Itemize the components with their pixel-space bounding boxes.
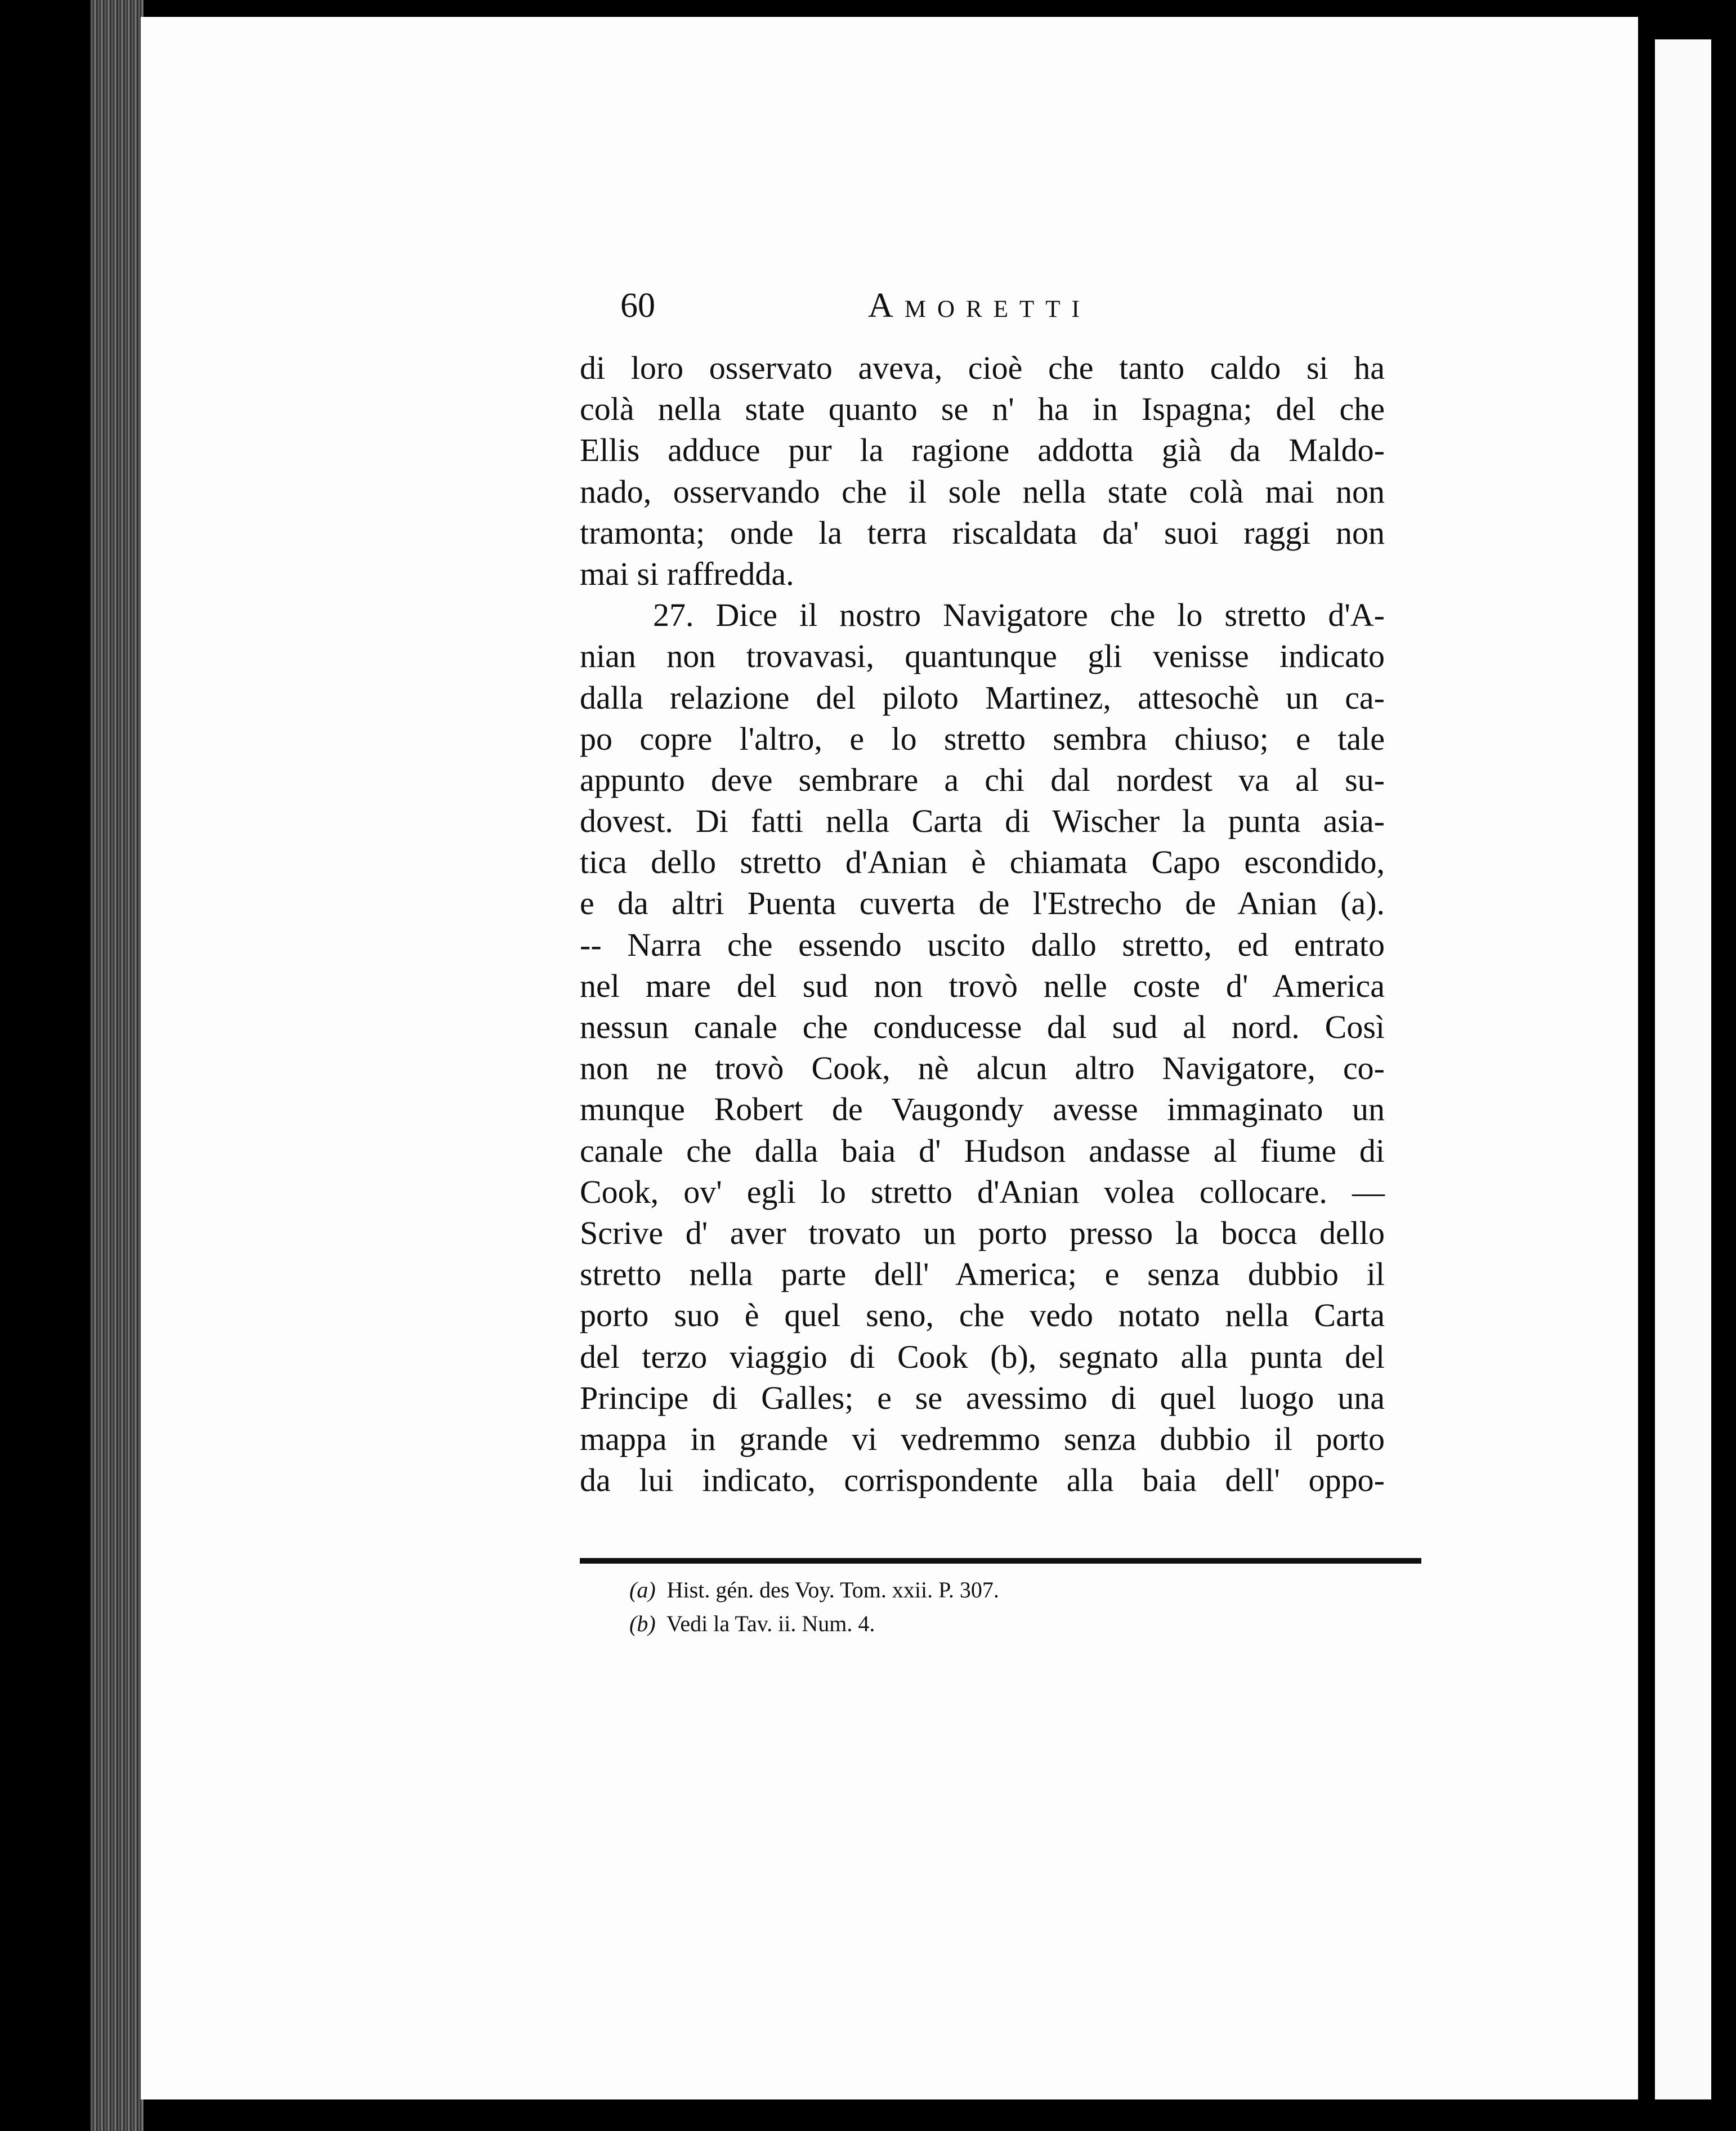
text-line: nian non trovavasi, quantunque gli venisse indicato [580,638,1385,675]
footnote-rule [580,1558,1421,1564]
body-text [580,347,1385,1501]
text-line: munque Robert de Vaugondy avesse immaginato un [580,1091,1385,1128]
text-line: di loro osservato aveva, cioè che tanto caldo si ha [580,350,1385,386]
text-line: non ne trovò Cook, nè alcun altro Navigatore, co- [580,1050,1385,1087]
text-line: tramonta; onde la terra riscaldata da' suoi raggi non [580,514,1385,551]
text-line: Principe di Galles; e se avessimo di quel luogo una [580,1379,1385,1416]
page-number: 60 [620,286,655,325]
page-header [620,286,1183,337]
text-line: del terzo viaggio di Cook (b), segnato alla punta del [580,1338,1385,1375]
text-line: stretto nella parte dell' America; e senza dubbio il [580,1256,1385,1293]
text-line: tica dello stretto d'Anian è chiamata Capo escondido, [580,844,1385,881]
text-line: po copre l'altro, e lo stretto sembra chiuso; e tale [580,720,1385,757]
text-line: colà nella state quanto se n' ha in Ispagna; del che [580,391,1385,428]
footnote [629,1607,1305,1641]
text-line: appunto deve sembrare a chi dal nordest va al su- [580,761,1385,798]
text-line: nessun canale che conducesse dal sud al nord. Così [580,1009,1385,1045]
footnote-text: Vedi la Tav. ii. Num. 4. [666,1611,875,1636]
running-head: Amoretti [868,286,1091,325]
book-spine [90,0,144,2131]
paragraph-start-line: 27. Dice il nostro Navigatore che lo stretto d'A- [653,597,1385,634]
footnote [629,1573,1305,1607]
text-line: nado, osservando che il sole nella state colà mai non [580,473,1385,510]
text-line: nel mare del sud non trovò nelle coste d' America [580,967,1385,1004]
footnote-text: Hist. gén. des Voy. Tom. xxii. P. 307. [666,1577,999,1602]
text-line: canale che dalla baia d' Hudson andasse al fiume di [580,1132,1385,1169]
text-line: dovest. Di fatti nella Carta di Wischer la punta asia- [580,803,1385,840]
text-line: mappa in grande vi vedremmo senza dubbio il porto [580,1420,1385,1457]
text-line: mai si raffredda. [580,555,794,592]
facing-page-edge [1655,39,1711,2099]
footnotes [629,1573,1305,1641]
text-line: -- Narra che essendo uscito dallo stretto, ed entrato [580,926,1385,963]
text-line: porto suo è quel seno, che vedo notato nella Carta [580,1297,1385,1334]
footnote-mark: (b) [629,1611,656,1636]
text-line: Cook, ov' egli lo stretto d'Anian volea collocare. — [580,1173,1385,1210]
text-line: dalla relazione del piloto Martinez, attesochè un ca- [580,679,1385,716]
text-line: Ellis adduce pur la ragione addotta già da Maldo- [580,432,1385,469]
text-line: Scrive d' aver trovato un porto presso la bocca dello [580,1214,1385,1251]
text-line: da lui indicato, corrispondente alla baia dell' oppo- [580,1462,1385,1499]
text-line: e da altri Puenta cuverta de l'Estrecho de Anian (a). [580,885,1385,922]
footnote-mark: (a) [629,1577,656,1602]
